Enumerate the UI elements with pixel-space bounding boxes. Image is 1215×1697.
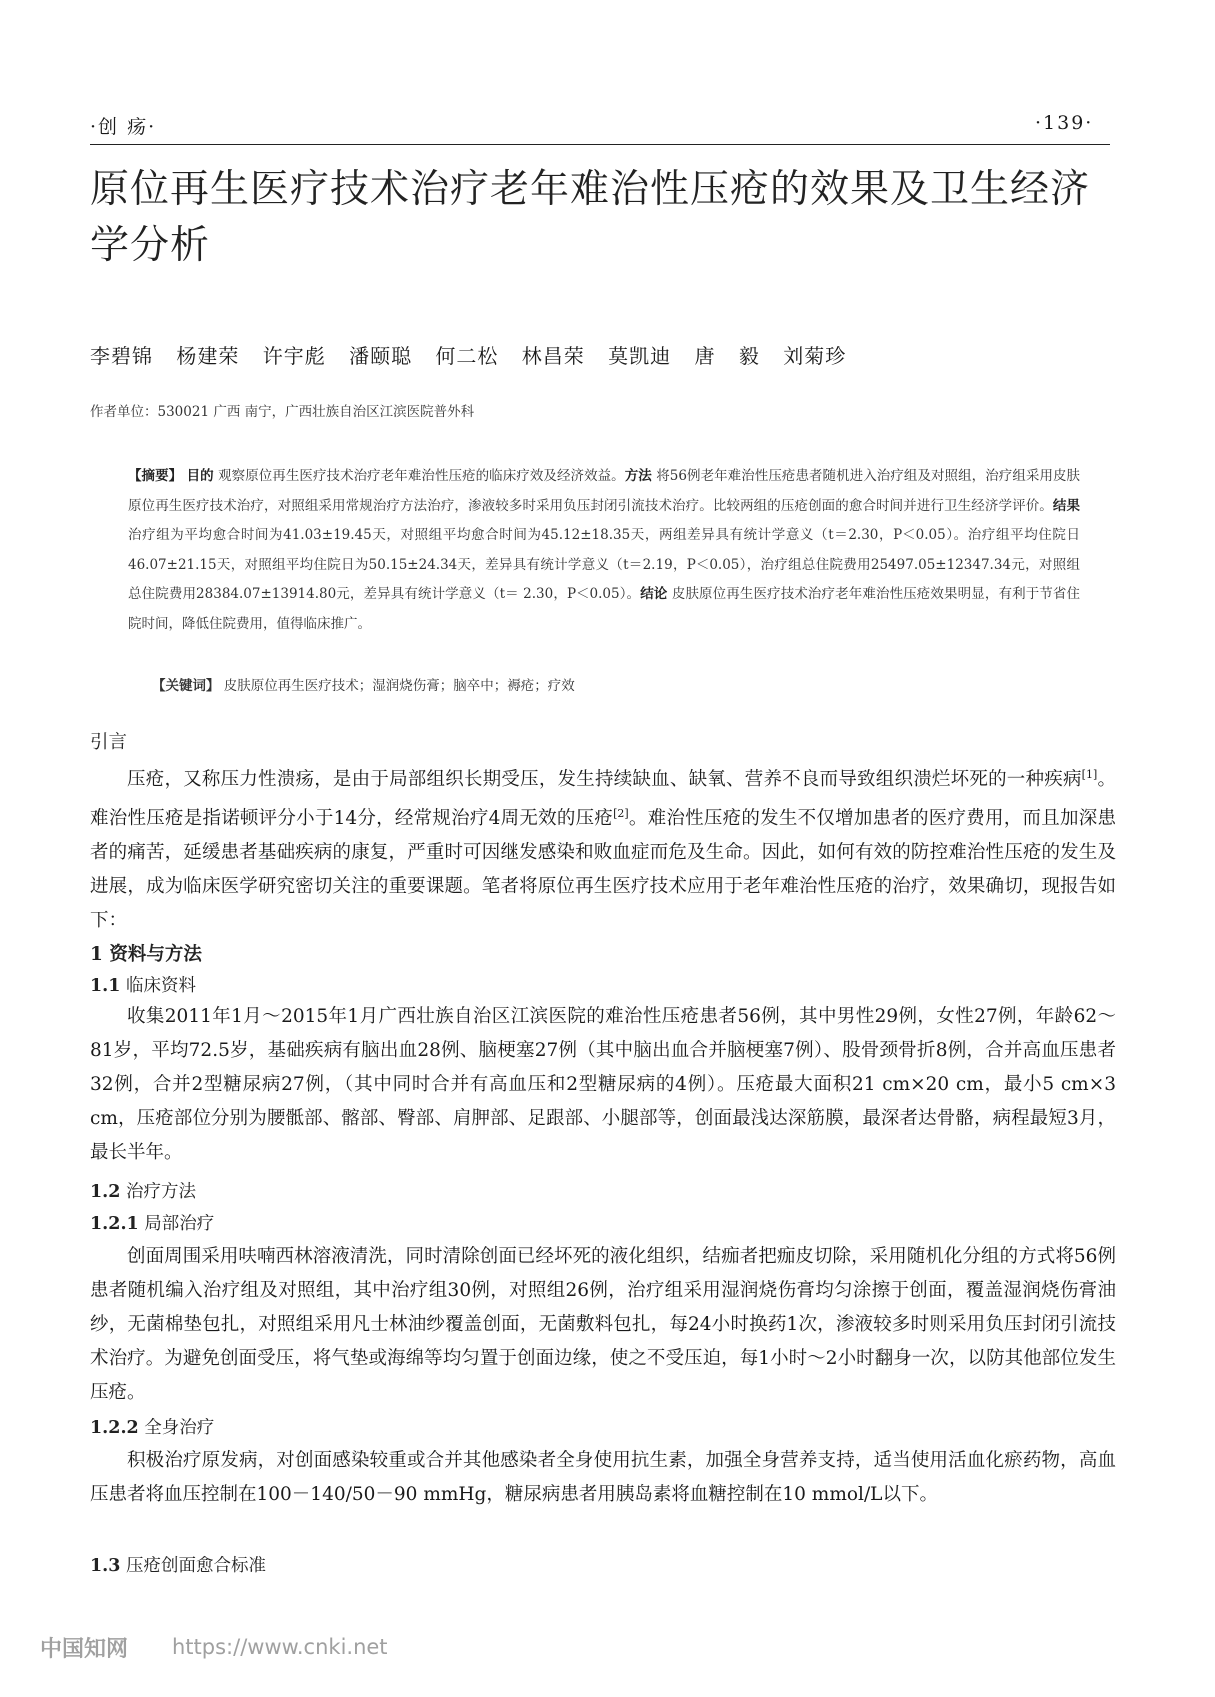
systemic-treatment-paragraph: 积极治疗原发病，对创面感染较重或合并其他感染者全身使用抗生素，加强全身营养支持，适当使用活血化瘀药物，高血压患者将血压控制在100－140/50－90 mmHg，糖尿病患者用胰岛素将血糖控制在10 mmol/L以下。 <box>90 1450 1116 1505</box>
section-1-2-2-title: 全身治疗 <box>144 1418 215 1438</box>
conclusion-text: 皮肤原位再生医疗技术治疗老年难治性压疮效果明显，有利于节省住院时间，降低住院费用，值得临床推广。 <box>128 586 1081 632</box>
intro-heading: 引言 <box>90 732 128 753</box>
keywords-label: 【关键词】 <box>152 678 220 694</box>
abstract <box>128 462 1080 639</box>
author-list: 李碧锦 杨建荣 许宇彪 潘颐聪 何二松 林昌荣 莫凯迪 唐 毅 刘菊珍 <box>90 344 847 368</box>
section-1-2-2-heading <box>90 1414 214 1439</box>
intro-text-3: 。难治性压疮的发生不仅增加患者的医疗费用，而且加深患者的痛苦，延缓患者基础疾病的康复，严重时可因继发感染和败血症而危及生命。因此，如何有效的防控难治性压疮的发生及进展，成为临床医学研究密切关注的重要课题。笔者将原位再生医疗技术应用于老年难治性压疮的治疗，效果确切，现报告如下： <box>90 808 1116 932</box>
section-1-2-title: 治疗方法 <box>126 1182 197 1202</box>
section-1-3-number: 1.3 <box>90 1556 121 1576</box>
citation-1: [1] <box>1081 768 1098 781</box>
section-1-title: 资料与方法 <box>109 944 202 965</box>
running-header-section: ·创 疡· <box>90 116 157 138</box>
section-1-3-heading <box>90 1552 266 1577</box>
section-1-number: 1 <box>90 944 103 965</box>
cnki-url-link[interactable]: https://www.cnki.net <box>172 1635 388 1659</box>
section-1-2-1-number: 1.2.1 <box>90 1214 139 1234</box>
clinical-data-paragraph: 收集2011年1月～2015年1月广西壮族自治区江滨医院的难治性压疮患者56例，其中男性29例，女性27例，年龄62～81岁，平均72.5岁，基础疾病有脑出血28例、脑梗塞27例（其中脑出血合并脑梗塞7例）、股骨颈骨折8例，合并高血压患者32例，合并2型糖尿病27例，（其中同时合并有高血压和2型糖尿病的4例）。压疮最大面积21 cm×20 cm，最小5 cm×3 cm，压疮部位分别为腰骶部、髂部、臀部、肩胛部、足跟部、小腿部等，创面最浅达深筋膜，最深者达骨骼，病程最短3月，最长半年。 <box>90 1006 1116 1163</box>
section-1-2-2-number: 1.2.2 <box>90 1418 139 1438</box>
section-1-2-heading <box>90 1178 196 1203</box>
citation-2: [2] <box>613 807 629 821</box>
intro-text-2: 。难治性压疮是指诺顿评分小于14分，经常规治疗4周无效的压疮 <box>90 769 1116 830</box>
header-rule <box>90 144 1110 145</box>
conclusion-label: 结论 <box>640 586 668 602</box>
section-1-1-heading <box>90 972 196 997</box>
paper-title: 原位再生医疗技术治疗老年难治性压疮的效果及卫生经济学分析 <box>90 167 1091 268</box>
keywords <box>152 674 575 694</box>
objective-label: 目的 <box>186 468 214 484</box>
results-text: 治疗组为平均愈合时间为41.03±19.45天，对照组平均愈合时间为45.12±18.35天，两组差异具有统计学意义（t＝2.30，P＜0.05）。治疗组平均住院日46.07±21.15天，对照组平均住院日为50.15±24.34天，差异具有统计学意义（t＝2.19，P＜0.05），治疗组总住院费用25497.05±12347.34元，对照组总住院费用28384.07±13914.80元，差异具有统计学意义（t＝ 2.30，P＜0.05）。 <box>128 527 1080 602</box>
section-1-heading <box>90 940 202 966</box>
local-treatment-paragraph: 创面周围采用呋喃西林溶液清洗，同时清除创面已经坏死的液化组织，结痂者把痂皮切除，采用随机化分组的方式将56例患者随机编入治疗组及对照组，其中治疗组30例，对照组26例，治疗组采用湿润烧伤膏均匀涂擦于创面，覆盖湿润烧伤膏油纱，无菌棉垫包扎，对照组采用凡士林油纱覆盖创面，无菌敷料包扎，每24小时换药1次，渗液较多时则采用负压封闭引流技术治疗。为避免创面受压，将气垫或海绵等均匀置于创面边缘，使之不受压迫，每1小时～2小时翻身一次，以防其他部位发生压疮。 <box>90 1246 1116 1403</box>
intro-paragraph <box>90 758 1116 938</box>
abstract-label: 【摘要】 <box>128 468 183 484</box>
results-label: 结果 <box>1052 497 1081 514</box>
methods-label: 方法 <box>624 468 652 484</box>
section-1-2-number: 1.2 <box>90 1182 121 1202</box>
objective-text: 观察原位再生医疗技术治疗老年难治性压疮的临床疗效及经济效益。 <box>218 468 625 484</box>
page-number: ·139· <box>1035 112 1094 134</box>
affiliation: 作者单位：530021 广西 南宁，广西壮族自治区江滨医院普外科 <box>90 404 475 420</box>
section-1-3-title: 压疮创面愈合标准 <box>126 1556 267 1576</box>
section-1-2-1-title: 局部治疗 <box>144 1214 215 1234</box>
section-1-2-1-heading <box>90 1210 214 1235</box>
section-1-1-title: 临床资料 <box>126 976 197 996</box>
methods-text: 将56例老年难治性压疮患者随机进入治疗组及对照组，治疗组采用皮肤原位再生医疗技术治疗，对照组采用常规治疗方法治疗，渗液较多时采用负压封闭引流技术治疗。比较两组的压疮创面的愈合时间并进行卫生经济学评价。 <box>128 468 1081 514</box>
section-1-1-number: 1.1 <box>90 976 121 996</box>
keywords-text: 皮肤原位再生医疗技术；湿润烧伤膏；脑卒中；褥疮；疗效 <box>223 678 575 694</box>
cnki-logo: 中国知网 <box>40 1637 129 1662</box>
intro-text-1: 压疮，又称压力性溃疡，是由于局部组织长期受压，发生持续缺血、缺氧、营养不良而导致组织溃烂坏死的一种疾病 <box>127 769 1082 791</box>
